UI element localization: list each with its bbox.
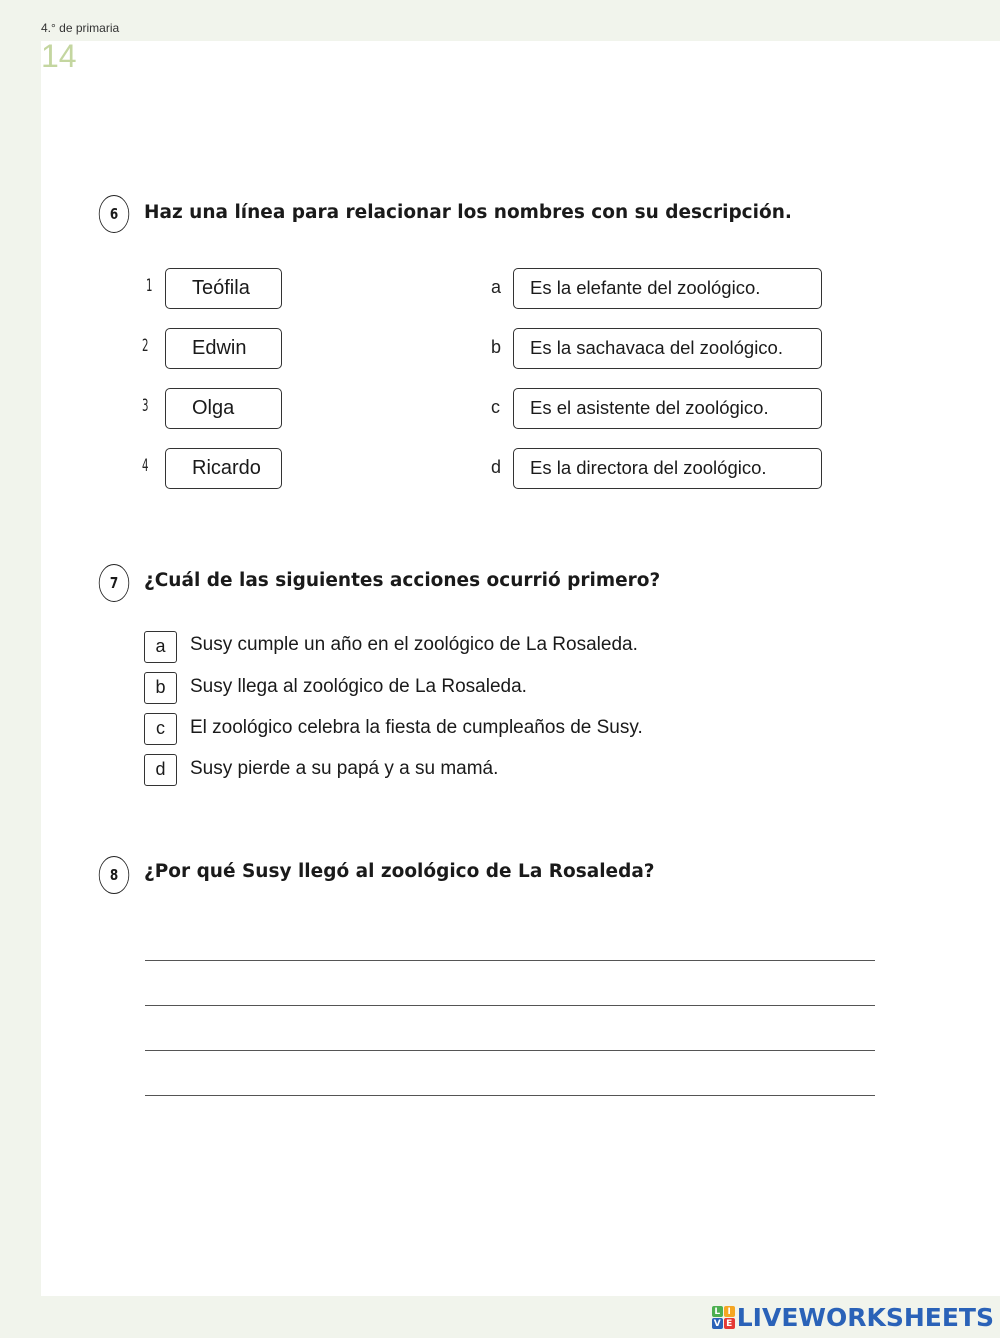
answer-line[interactable]: [145, 1095, 875, 1096]
option-c-checkbox[interactable]: c: [144, 713, 177, 745]
question-6-number: 6: [99, 195, 129, 233]
description-letter: b: [491, 337, 502, 357]
option-b-checkbox[interactable]: b: [144, 672, 177, 704]
option-a-checkbox[interactable]: a: [144, 631, 177, 663]
logo-letter: V: [712, 1318, 723, 1329]
name-box-olga[interactable]: Olga: [165, 388, 282, 429]
grade-label: 4.° de primaria: [41, 21, 120, 35]
liveworksheets-logo: [712, 1303, 994, 1332]
answer-line[interactable]: [145, 960, 875, 961]
name-index: 1: [146, 276, 153, 296]
logo-text: LIVEWORKSHEETS: [736, 1303, 994, 1332]
name-box-ricardo[interactable]: Ricardo: [165, 448, 282, 489]
option-b-text: Susy llega al zoológico de La Rosaleda.: [190, 676, 527, 697]
description-box-b[interactable]: Es la sachavaca del zoológico.: [513, 328, 822, 369]
answer-line[interactable]: [145, 1005, 875, 1006]
name-index: 4: [142, 456, 149, 476]
answer-line[interactable]: [145, 1050, 875, 1051]
name-index: 2: [142, 336, 149, 356]
page-number: 14: [41, 38, 77, 74]
logo-letter: E: [724, 1318, 735, 1329]
name-index: 3: [142, 396, 149, 416]
description-letter: a: [491, 277, 502, 297]
option-d-checkbox[interactable]: d: [144, 754, 177, 786]
name-box-edwin[interactable]: Edwin: [165, 328, 282, 369]
description-letter: c: [491, 397, 500, 417]
description-box-a[interactable]: Es la elefante del zoológico.: [513, 268, 822, 309]
logo-mark-icon: [712, 1306, 735, 1329]
question-6-prompt: Haz una línea para relacionar los nombres con su descripción.: [144, 202, 792, 223]
question-7-prompt: ¿Cuál de las siguientes acciones ocurrió primero?: [144, 570, 661, 591]
description-box-c[interactable]: Es el asistente del zoológico.: [513, 388, 822, 429]
description-letter: d: [491, 457, 502, 477]
option-d-text: Susy pierde a su papá y a su mamá.: [190, 758, 499, 779]
question-8-prompt: ¿Por qué Susy llegó al zoológico de La Rosaleda?: [144, 861, 655, 882]
question-7-number: 7: [99, 564, 129, 602]
option-c-text: El zoológico celebra la fiesta de cumpleaños de Susy.: [190, 717, 643, 738]
question-8-number: 8: [99, 856, 129, 894]
worksheet-page: [41, 41, 1000, 1296]
logo-letter: I: [724, 1306, 735, 1317]
logo-letter: L: [712, 1306, 723, 1317]
description-box-d[interactable]: Es la directora del zoológico.: [513, 448, 822, 489]
name-box-teofila[interactable]: Teófila: [165, 268, 282, 309]
option-a-text: Susy cumple un año en el zoológico de La Rosaleda.: [190, 634, 638, 655]
